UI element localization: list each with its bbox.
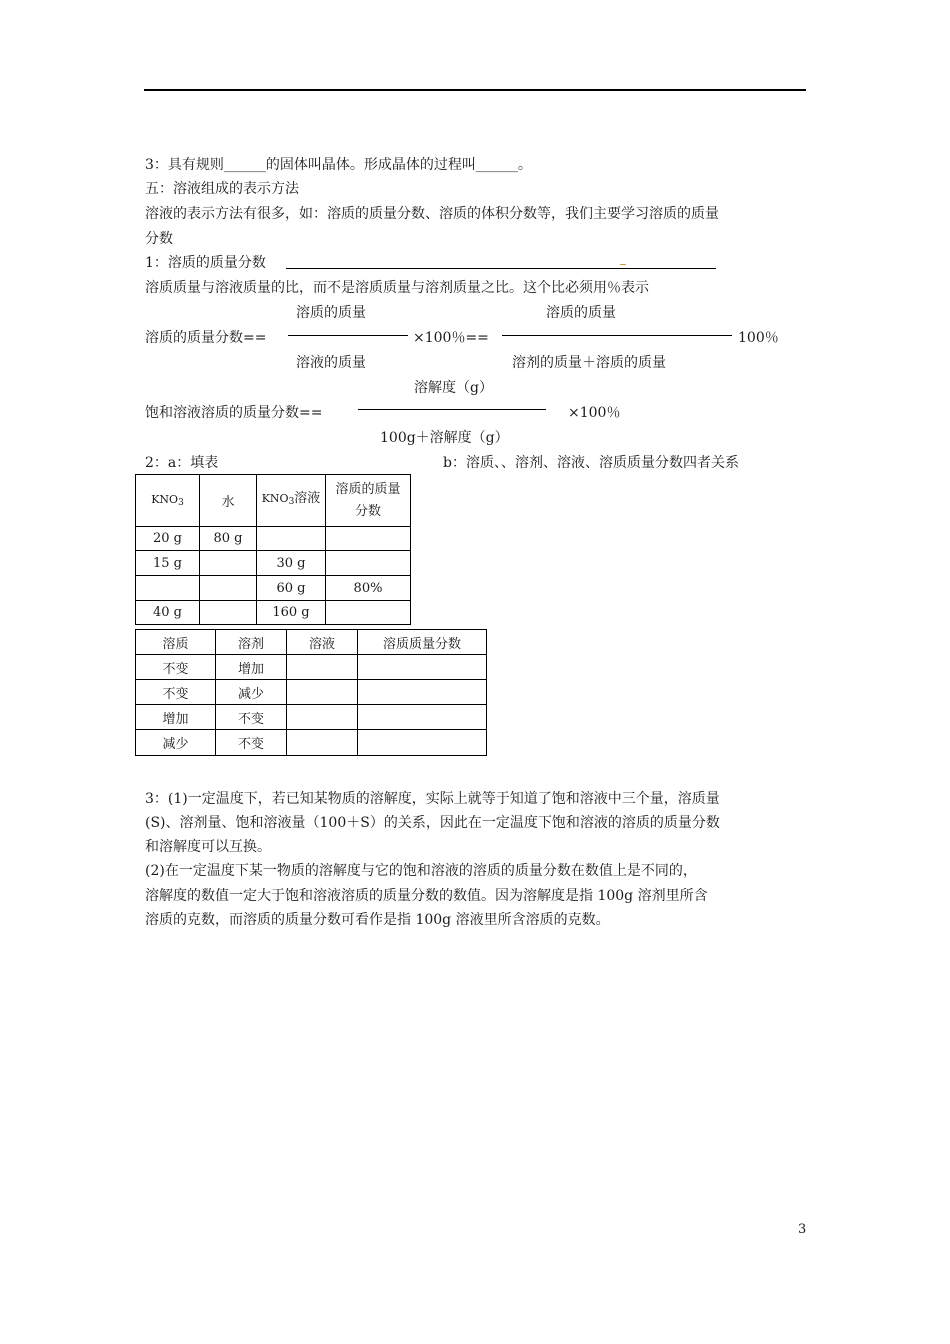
- fill-table-kno3: [135, 474, 411, 625]
- formula1-tail: 100％: [738, 330, 779, 346]
- table1-header-water: 水: [200, 475, 257, 527]
- header-rule: [144, 89, 806, 91]
- table-cell: [326, 601, 411, 625]
- table-cell: 80 g: [200, 527, 257, 551]
- table-cell: [136, 576, 200, 601]
- formula2-fraction-bar: [358, 409, 546, 410]
- table-cell: 60 g: [257, 576, 326, 601]
- table-cell: 不变: [136, 655, 216, 680]
- table-cell: [200, 576, 257, 601]
- table-cell: 30 g: [257, 551, 326, 576]
- paragraph3-line-6: 溶质的克数，而溶质的质量分数可看作是指 100g 溶液里所含溶质的克数。: [145, 912, 610, 928]
- table-row: [136, 551, 411, 576]
- formula1-fraction-bar-1: [288, 335, 408, 336]
- table-cell: [358, 655, 487, 680]
- question-2b: b：溶质、、溶剂、溶液、溶质质量分数四者关系: [443, 455, 739, 471]
- table-cell: 不变: [216, 705, 287, 730]
- intro-line-1: 溶液的表示方法有很多，如：溶质的质量分数、溶质的体积分数等，我们主要学习溶质的质量: [145, 206, 719, 222]
- formula1-denominator-2: 溶剂的质量＋溶质的质量: [512, 355, 666, 371]
- table-cell: [287, 705, 358, 730]
- section-heading: 五：溶液组成的表示方法: [145, 181, 299, 197]
- formula1-denominator-1: 溶液的质量: [296, 355, 366, 371]
- table-cell: [200, 551, 257, 576]
- table-cell: [326, 527, 411, 551]
- table1-header-mass-fraction: 溶质的质量分数: [326, 475, 411, 527]
- table2-header-mass-fraction: 溶质质量分数: [358, 630, 487, 655]
- table-cell: 15 g: [136, 551, 200, 576]
- table-cell: 160 g: [257, 601, 326, 625]
- formula1-lhs: 溶质的质量分数==: [145, 330, 267, 346]
- text-line-crystal: 3：具有规则______的固体叫晶体。形成晶体的过程叫______。: [145, 157, 532, 173]
- table-cell: [358, 705, 487, 730]
- table-cell: [287, 680, 358, 705]
- paragraph3-line-5: 溶解度的数值一定大于饱和溶液溶质的质量分数的数值。因为溶解度是指 100g 溶剂里所含: [145, 888, 708, 904]
- table2-header-solute: 溶质: [136, 630, 216, 655]
- table-cell: 增加: [216, 655, 287, 680]
- table1-header-solution: $KNO_3$溶液: [257, 475, 326, 527]
- table-cell: [200, 601, 257, 625]
- formula1-mid: ×100％==: [413, 330, 489, 346]
- table-cell: 40 g: [136, 601, 200, 625]
- formula2-lhs: 饱和溶液溶质的质量分数==: [145, 405, 323, 421]
- paragraph3-line-1: 3：(1)一定温度下，若已知某物质的溶解度，实际上就等于知道了饱和溶液中三个量，溶质量: [145, 791, 720, 807]
- table-row: [136, 705, 487, 730]
- table-cell: [358, 730, 487, 756]
- table-cell: 不变: [216, 730, 287, 756]
- intro-line-2: 分数: [145, 231, 173, 247]
- formula2-denominator: 100g＋溶解度（g）: [380, 430, 509, 446]
- table-cell: [358, 680, 487, 705]
- table-cell: [257, 527, 326, 551]
- formula2-tail: ×100％: [568, 405, 621, 421]
- table-cell: 80%: [326, 576, 411, 601]
- paragraph3-line-3: 和溶解度可以互换。: [145, 839, 271, 855]
- table-row: [136, 601, 411, 625]
- table-cell: 减少: [136, 730, 216, 756]
- table-cell: [287, 655, 358, 680]
- table-cell: 减少: [216, 680, 287, 705]
- table2-header-solution: 溶液: [287, 630, 358, 655]
- table-cell: 20 g: [136, 527, 200, 551]
- formula1-numerator-2: 溶质的质量: [546, 305, 616, 321]
- definition-line-2: 溶质质量与溶液质量的比，而不是溶质质量与溶剂质量之比。这个比必须用％表示: [145, 280, 649, 296]
- blank-mark: [620, 264, 626, 265]
- table-row: [136, 680, 487, 705]
- table-row: [136, 576, 411, 601]
- table-row: [136, 730, 487, 756]
- formula2-numerator: 溶解度（g）: [414, 380, 493, 396]
- table-row: [136, 655, 487, 680]
- definition-blank-line: [286, 268, 716, 269]
- table-cell: 不变: [136, 680, 216, 705]
- formula1-fraction-bar-2: [502, 335, 732, 336]
- table-cell: [287, 730, 358, 756]
- relationship-table: [135, 629, 487, 756]
- table-cell: 增加: [136, 705, 216, 730]
- table-row: [136, 527, 411, 551]
- paragraph3-line-4: (2)在一定温度下某一物质的溶解度与它的饱和溶液的溶质的质量分数在数值上是不同的，: [145, 863, 697, 879]
- page-number: 3: [798, 1222, 807, 1237]
- table2-header-solvent: 溶剂: [216, 630, 287, 655]
- definition-label: 1：溶质的质量分数: [145, 255, 266, 271]
- table1-header-kno3: $KNO_3$: [136, 475, 200, 527]
- paragraph3-line-2: (S)、溶剂量、饱和溶液量（100＋S）的关系，因此在一定温度下饱和溶液的溶质的质量分数: [145, 815, 720, 831]
- question-2a: 2：a：填表: [145, 455, 219, 471]
- formula1-numerator-1: 溶质的质量: [296, 305, 366, 321]
- table-cell: [326, 551, 411, 576]
